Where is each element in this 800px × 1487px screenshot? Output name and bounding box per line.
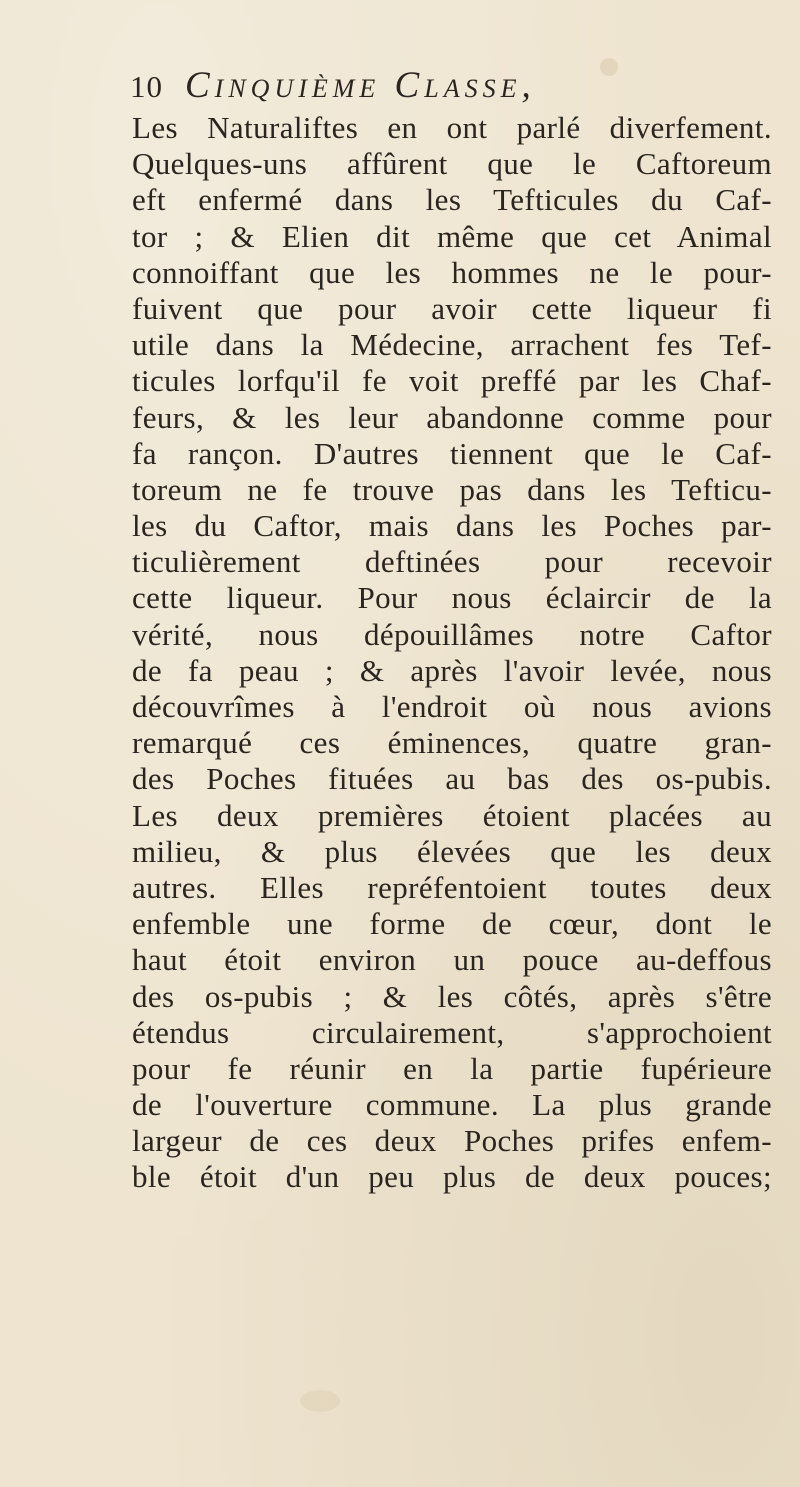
text-line: tor ; & Elien dit même que cet Animal: [132, 218, 772, 254]
text-line: des os-pubis ; & les côtés, après s'être: [132, 978, 772, 1014]
text-line: de l'ouverture commune. La plus grande: [132, 1087, 772, 1123]
text-line: pour fe réunir en la partie fupérieure: [132, 1050, 772, 1086]
text-line: étendus circulairement, s'approchoient: [132, 1014, 772, 1050]
text-line: remarqué ces éminences, quatre gran-: [132, 725, 772, 761]
paper-stain: [300, 1390, 340, 1412]
running-title: Cinquième Classe,: [185, 65, 536, 106]
text-line: Les deux premières étoient placées au: [132, 797, 772, 833]
text-line: haut étoit environ un pouce au-deffous: [132, 942, 772, 978]
text-line: ticules lorfqu'il fe voit preffé par les Chaf-: [132, 363, 772, 399]
text-line: enfemble une forme de cœur, dont le: [132, 906, 772, 942]
text-line: utile dans la Médecine, arrachent fes Tef-: [132, 327, 772, 363]
text-line: ticulièrement deftinées pour recevoir: [132, 544, 772, 580]
text-line: Les Naturaliftes en ont parlé diverfement.: [132, 110, 772, 145]
text-line: découvrîmes à l'endroit où nous avions: [132, 689, 772, 724]
text-line: toreum ne fe trouve pas dans les Tefticu-: [132, 471, 772, 507]
text-line: Quelques-uns affûrent que le Caftoreum: [132, 146, 772, 182]
text-line: eft enfermé dans les Tefticules du Caf-: [132, 182, 772, 218]
text-line: cette liqueur. Pour nous éclaircir de la: [132, 580, 772, 616]
text-line: fuivent que pour avoir cette liqueur fi: [132, 290, 772, 326]
text-line: des Poches fituées au bas des os-pubis.: [132, 761, 772, 797]
text-line: milieu, & plus élevées que les deux: [132, 833, 772, 869]
text-line: feurs, & les leur abandonne comme pour: [132, 399, 772, 435]
text-line: largeur de ces deux Poches prifes enfem-: [132, 1123, 772, 1159]
text-line: de fa peau ; & après l'avoir levée, nous: [132, 652, 772, 688]
text-line: les du Caftor, mais dans les Poches par-: [132, 508, 772, 544]
body-text: [132, 110, 772, 1196]
text-line: ble étoit d'un peu plus de deux pouces;: [132, 1159, 772, 1195]
page-number: 10: [130, 69, 163, 104]
text-line: fa rançon. D'autres tiennent que le Caf-: [132, 435, 772, 471]
text-line: vérité, nous dépouillâmes notre Caftor: [132, 616, 772, 652]
running-header: [130, 64, 770, 108]
text-line: connoiffant que les hommes ne le pour-: [132, 254, 772, 290]
text-line: autres. Elles repréfentoient toutes deux: [132, 869, 772, 905]
